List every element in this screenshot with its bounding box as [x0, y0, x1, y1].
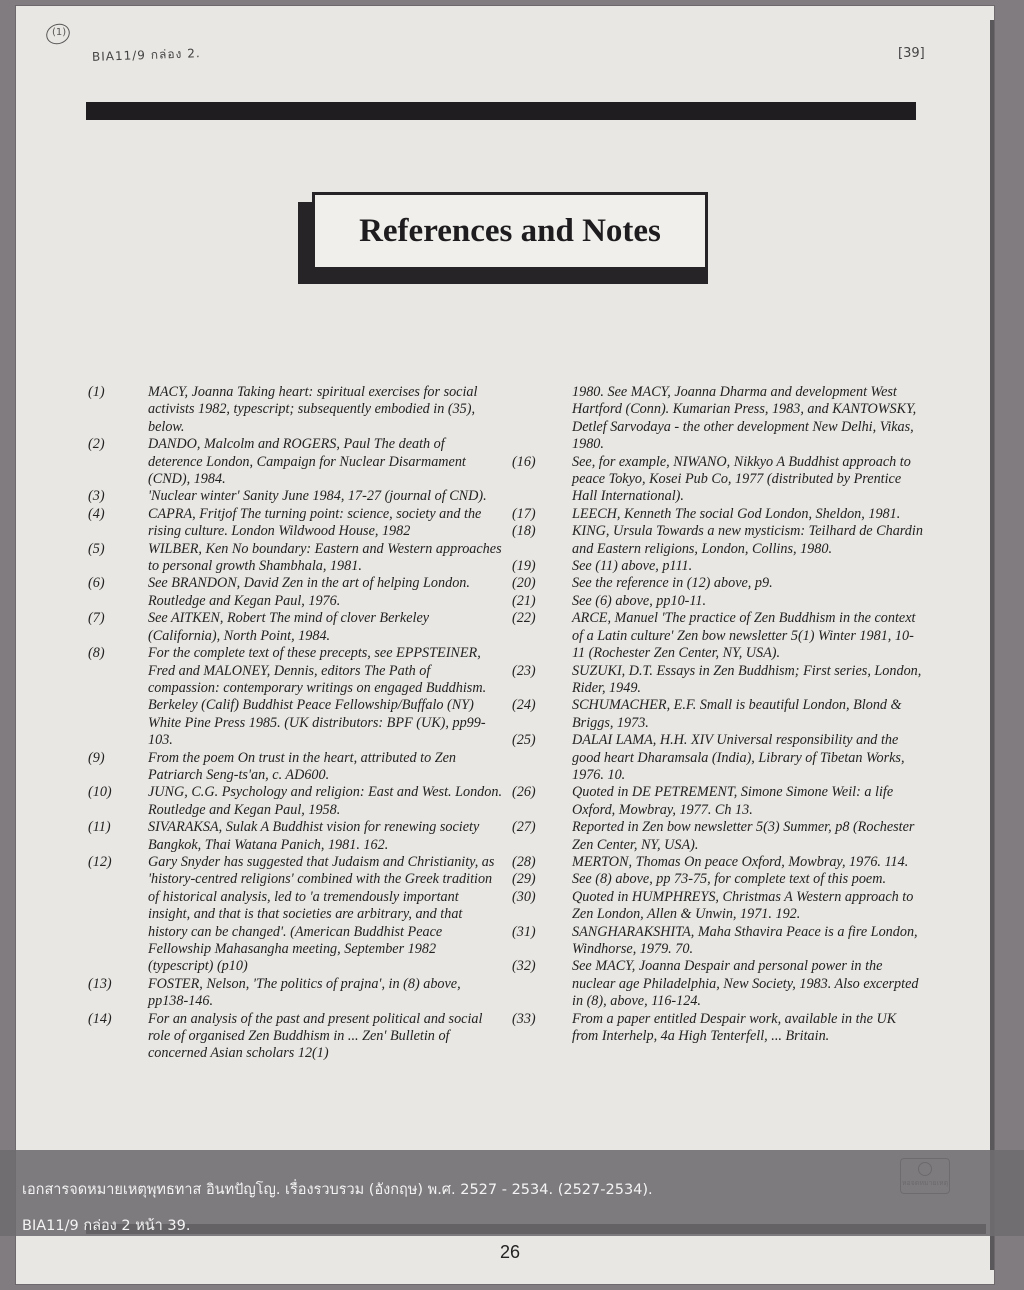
reference-entry: [512, 784, 924, 819]
reference-number: (33): [512, 1010, 536, 1027]
reference-number: (22): [512, 610, 536, 627]
continued-reference-text: 1980. See MACY, Joanna Dharma and development West Hartford (Conn). Kumarian Press, 1983, and KANTOWSKY, Detlef Sarvodaya - the other development New Delhi, Vikas, 1980.: [572, 384, 917, 453]
caption-title: เอกสารจดหมายเหตุพุทธทาส อินทปัญโญ. เรื่องรวบรวม (อังกฤษ) พ.ศ. 2527 - 2534. (2527-2534).: [22, 1182, 653, 1198]
reference-text: Quoted in DE PETREMENT, Simone Simone Weil: a life Oxford, Mowbray, 1977. Ch 13.: [572, 784, 894, 818]
reference-number: (8): [88, 645, 105, 662]
reference-entry: [512, 871, 924, 888]
reference-text: For an analysis of the past and present political and social role of organised Zen Buddhism in ... Zen' Bulletin of concerned Asian scholars 12(1): [148, 1010, 483, 1062]
reference-entry: [88, 541, 502, 576]
reference-entry: [88, 575, 502, 610]
handwritten-circle-text: (1): [52, 27, 67, 38]
reference-entry: [512, 924, 924, 959]
reference-number: (12): [88, 853, 112, 870]
reference-text: See (8) above, pp 73-75, for complete text of this poem.: [572, 871, 887, 888]
reference-text: Gary Snyder has suggested that Judaism and Christianity, as 'history-centred religions' combined with the Greek tradition of historical analysis, led to 'a tremendously important insight, and that is that societies are arbitrary, and that history can be changed'. (American Buddhist Peace Fellowship Mahasangha meeting, September 1982 (typescript) (p10): [148, 853, 495, 975]
reference-text: ARCE, Manuel 'The practice of Zen Buddhism in the context of a Latin culture' Zen bow newsletter 5(1) Winter 1981, 10-11 (Rochester Zen Center, NY, USA).: [572, 610, 916, 662]
reference-entry: [512, 1011, 924, 1046]
reference-number: (23): [512, 662, 536, 679]
reference-number: (7): [88, 610, 105, 627]
reference-entry: [512, 732, 924, 784]
reference-number: (32): [512, 958, 536, 975]
reference-text: From a paper entitled Despair work, available in the UK from Interhelp, 4a High Tenterfell, ... Britain.: [572, 1010, 897, 1045]
archive-caption-overlay: [0, 1150, 1024, 1236]
reference-number: (29): [512, 871, 536, 888]
caption-reference: BIA11/9 กล่อง 2 หน้า 39.: [22, 1218, 191, 1234]
reference-entry: [512, 854, 924, 871]
reference-entry: [88, 506, 502, 541]
reference-number: (13): [88, 975, 112, 992]
reference-text: See, for example, NIWANO, Nikkyo A Buddhist approach to peace Tokyo, Kosei Pub Co, 1977 (distributed by Prentice Hall International).: [572, 453, 911, 505]
reference-number: (26): [512, 784, 536, 801]
reference-number: (19): [512, 558, 536, 575]
reference-text: For the complete text of these precepts, see EPPSTEINER, Fred and MALONEY, Dennis, editors The Path of compassion: contemporary writings on engaged Buddhism. Berkeley (Calif) Buddhist Peace Fellowship/Buffalo (NY) White Pine Press 1985. (UK distributors: BPF (UK), pp99-103.: [148, 645, 487, 749]
reference-entry: [512, 958, 924, 1010]
reference-text: Quoted in HUMPHREYS, Christmas A Western approach to Zen London, Allen & Unwin, 1971. 192.: [572, 888, 914, 923]
reference-entry: [512, 593, 924, 610]
reference-text: DALAI LAMA, H.H. XIV Universal responsibility and the good heart Dharamsala (India), Library of Tibetan Works, 1976. 10.: [572, 732, 905, 783]
reference-number: (17): [512, 505, 536, 522]
reference-entry: [88, 384, 502, 436]
reference-entry: [88, 1011, 502, 1063]
reference-text: KING, Ursula Towards a new mysticism: Teilhard de Chardin and Eastern religions, London, Collins, 1980.: [572, 523, 923, 557]
page-title: References and Notes: [312, 192, 708, 270]
reference-entry: [88, 750, 502, 785]
reference-number: (18): [512, 523, 536, 540]
reference-text: SIVARAKSA, Sulak A Buddhist vision for renewing society Bangkok, Thai Watana Panich, 1981. 162.: [148, 819, 480, 853]
references-left-column: [88, 384, 502, 1063]
handwritten-page-mark: [39]: [898, 46, 925, 61]
reference-entry: [512, 663, 924, 698]
reference-entry: [512, 506, 924, 523]
reference-text: MACY, Joanna Taking heart: spiritual exercises for social activists 1982, typescript; subsequently embodied in (35), below.: [148, 384, 478, 435]
reference-text: See (6) above, pp10-11.: [572, 592, 707, 609]
reference-number: (14): [88, 1010, 112, 1027]
reference-text: SUZUKI, D.T. Essays in Zen Buddhism; First series, London, Rider, 1949.: [572, 662, 922, 696]
reference-number: (27): [512, 819, 536, 836]
reference-text: JUNG, C.G. Psychology and religion: East and West. London. Routledge and Kegan Paul, 1958.: [148, 784, 503, 818]
reference-entry: [88, 976, 502, 1011]
reference-entry: [88, 854, 502, 976]
reference-entry: [512, 558, 924, 575]
reference-text: 'Nuclear winter' Sanity June 1984, 17-27 (journal of CND).: [148, 488, 487, 505]
reference-text: See (11) above, p111.: [572, 558, 693, 575]
top-rule: [86, 102, 916, 120]
reference-text: CAPRA, Fritjof The turning point: science, society and the rising culture. London Wildwood House, 1982: [148, 505, 482, 540]
reference-text: See MACY, Joanna Despair and personal power in the nuclear age Philadelphia, New Society, 1983. Also excerpted in (8), above, 116-124.: [572, 958, 919, 1010]
reference-entry: [88, 436, 502, 488]
reference-entry: [512, 610, 924, 662]
handwritten-archive-reference: BIA11/9 กล่อง 2.: [91, 46, 201, 64]
reference-entry: [88, 645, 502, 749]
reference-text: MERTON, Thomas On peace Oxford, Mowbray, 1976. 114.: [572, 853, 909, 870]
reference-text: WILBER, Ken No boundary: Eastern and Western approaches to personal growth Shambhala, 1981.: [148, 540, 502, 575]
reference-text: LEECH, Kenneth The social God London, Sheldon, 1981.: [572, 505, 901, 522]
reference-number: (6): [88, 575, 105, 592]
reference-number: (16): [512, 453, 536, 470]
reference-text: SANGHARAKSHITA, Maha Sthavira Peace is a fire London, Windhorse, 1979. 70.: [572, 923, 918, 957]
reference-entry: [88, 488, 502, 505]
references-right-column: [512, 384, 924, 1045]
reference-number: (20): [512, 575, 536, 592]
reference-number: (5): [88, 540, 105, 557]
reference-number: (10): [88, 784, 112, 801]
reference-number: (9): [88, 749, 105, 766]
reference-text: DANDO, Malcolm and ROGERS, Paul The death of deterence London, Campaign for Nuclear Disarmament (CND), 1984.: [148, 436, 466, 488]
reference-entry: [88, 610, 502, 645]
reference-entry: [512, 575, 924, 592]
page-number: 26: [500, 1242, 521, 1262]
reference-number: (31): [512, 923, 536, 940]
reference-number: (11): [88, 819, 111, 836]
reference-entry: [88, 784, 502, 819]
reference-text: See AITKEN, Robert The mind of clover Berkeley (California), North Point, 1984.: [148, 610, 430, 644]
page-edge-shadow: [990, 20, 994, 1270]
reference-number: (30): [512, 888, 536, 905]
reference-text: FOSTER, Nelson, 'The politics of prajna', in (8) above, pp138-146.: [148, 975, 461, 1010]
reference-text: SCHUMACHER, E.F. Small is beautiful London, Blond & Briggs, 1973.: [572, 697, 902, 731]
reference-number: (28): [512, 853, 536, 870]
reference-entry: [512, 697, 924, 732]
reference-number: (21): [512, 592, 536, 609]
reference-text: See BRANDON, David Zen in the art of helping London. Routledge and Kegan Paul, 1976.: [148, 575, 470, 609]
reference-text: Reported in Zen bow newsletter 5(3) Summer, p8 (Rochester Zen Center, NY, USA).: [572, 819, 915, 853]
reference-entry: [512, 819, 924, 854]
reference-number: (4): [88, 505, 105, 522]
reference-number: (2): [88, 436, 105, 453]
reference-number: (25): [512, 732, 536, 749]
reference-entry: [88, 819, 502, 854]
reference-entry: [512, 523, 924, 558]
reference-entry: [512, 454, 924, 506]
reference-number: (24): [512, 697, 536, 714]
reference-number: (1): [88, 384, 105, 400]
reference-number: (3): [88, 488, 105, 505]
reference-entry: [512, 889, 924, 924]
reference-text: See the reference in (12) above, p9.: [572, 575, 773, 592]
reference-text: From the poem On trust in the heart, attributed to Zen Patriarch Seng-ts'an, c. AD600.: [148, 749, 457, 783]
